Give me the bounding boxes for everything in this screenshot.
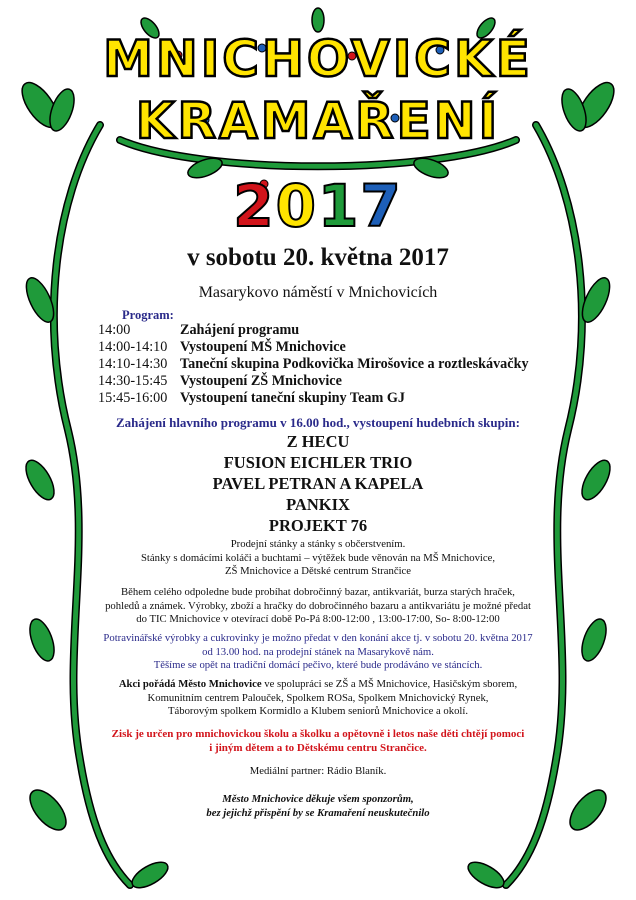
organizer-lead: Akci pořádá Město Mnichovice (118, 678, 262, 690)
year-digit: 7 (360, 172, 403, 240)
text-line: Během celého odpoledne bude probíhat dobročinný bazar, antikvariát, burza starých hraček, (121, 586, 515, 598)
band-name: PROJEKT 76 (268, 516, 368, 535)
program-text: Taneční skupina Podkovička Mirošovice a roztleskávačky (180, 356, 529, 372)
program-list (98, 322, 568, 407)
text-line: Těšíme se opět na tradiční domácí pečivo, které bude prodáváno ve stáncích. (153, 659, 483, 671)
program-time: 14:00-14:10 (98, 339, 168, 355)
program-row (98, 339, 568, 356)
program-text: Zahájení programu (180, 322, 300, 338)
text-line: pohledů a známek. Výrobky, zboží a hračky do dobročinného bazaru a antikvariátu je možné předat (105, 599, 531, 612)
text-line: Táborovým spolkem Kormidlo a Klubem seniorů Mnichovice a okolí. (167, 705, 469, 717)
program-row (98, 322, 568, 339)
stalls-paragraph (100, 538, 536, 579)
text-line: Stánky s domácími koláči a buchtami – výtěžek bude věnován na MŠ Mnichovice, (140, 551, 496, 564)
year-digit: 0 (275, 172, 318, 240)
text-line (100, 678, 536, 692)
program-time: 14:10-14:30 (98, 356, 168, 372)
text-line: do TIC Mnichovice v otevírací době Po-Pá 8:00-12:00 , 13:00-17:00, So- 8:00-12:00 (136, 613, 500, 625)
band-name: Z HECU (286, 432, 350, 451)
organizer-rest: ve spolupráci se ZŠ a MŠ Mnichovice, Hasičským sborem, (261, 678, 518, 690)
year-logo (0, 172, 636, 240)
text-line: bez jejichž přispění by se Kramaření neuskutečnilo (206, 806, 430, 819)
program-row (98, 356, 568, 373)
program-row (98, 390, 568, 407)
program-heading: Program: (122, 308, 174, 322)
program-text: Vystoupení ZŠ Mnichovice (180, 373, 342, 389)
band-name: FUSION EICHLER TRIO (223, 453, 413, 472)
organizer-paragraph (100, 678, 536, 719)
thanks-paragraph (100, 793, 536, 820)
text-line: od 13.00 hod. na prodejní stánek na Masarykově nám. (202, 645, 434, 658)
bazaar-paragraph (90, 586, 546, 627)
year-digit: 1 (318, 172, 361, 240)
program-time: 15:45-16:00 (98, 390, 168, 406)
text-line: ZŠ Mnichovice a Dětské centrum Strančice (224, 565, 412, 577)
program-time: 14:30-15:45 (98, 373, 168, 389)
program-text: Vystoupení taneční skupiny Team GJ (180, 390, 405, 406)
year-digit: 2 (233, 172, 276, 240)
title-line-2: KRAMAŘENÍ (135, 92, 501, 150)
title-line-1: MNICHOVICKÉ (103, 30, 533, 88)
band-list (80, 431, 556, 536)
proceeds-paragraph (100, 728, 536, 755)
program-text: Vystoupení MŠ Mnichovice (180, 339, 346, 355)
text-line: Komunitním centrem Palouček, Spolkem ROSa, Spolkem Mnichovický Rynek, (147, 691, 489, 704)
text-line: Potravinářské výrobky a cukrovinky je možno předat v den konání akce tj. v sobotu 20. května 2017 (103, 632, 533, 644)
media-partner: Mediální partner: Rádio Blaník. (249, 765, 387, 777)
program-row (98, 373, 568, 390)
band-name: PANKIX (286, 495, 350, 514)
band-name: PAVEL PETRAN A KAPELA (212, 474, 424, 493)
event-date: v sobotu 20. května 2017 (187, 244, 449, 271)
text-line: Prodejní stánky a stánky s občerstvením. (230, 538, 406, 550)
food-paragraph (90, 632, 546, 673)
text-line: Město Mnichovice děkuje všem sponzorům, (222, 793, 414, 805)
text-line: Zisk je určen pro mnichovickou školu a školku a opětovně i letos naše děti chtějí pomoci (111, 728, 525, 740)
text-line: i jiným dětem a to Dětskému centru Strančice. (209, 741, 427, 754)
main-program-heading: Zahájení hlavního programu v 16.00 hod., vystoupení hudebních skupin: (116, 415, 520, 430)
program-time: 14:00 (98, 322, 131, 338)
event-place: Masarykovo náměstí v Mnichovicích (198, 284, 438, 301)
